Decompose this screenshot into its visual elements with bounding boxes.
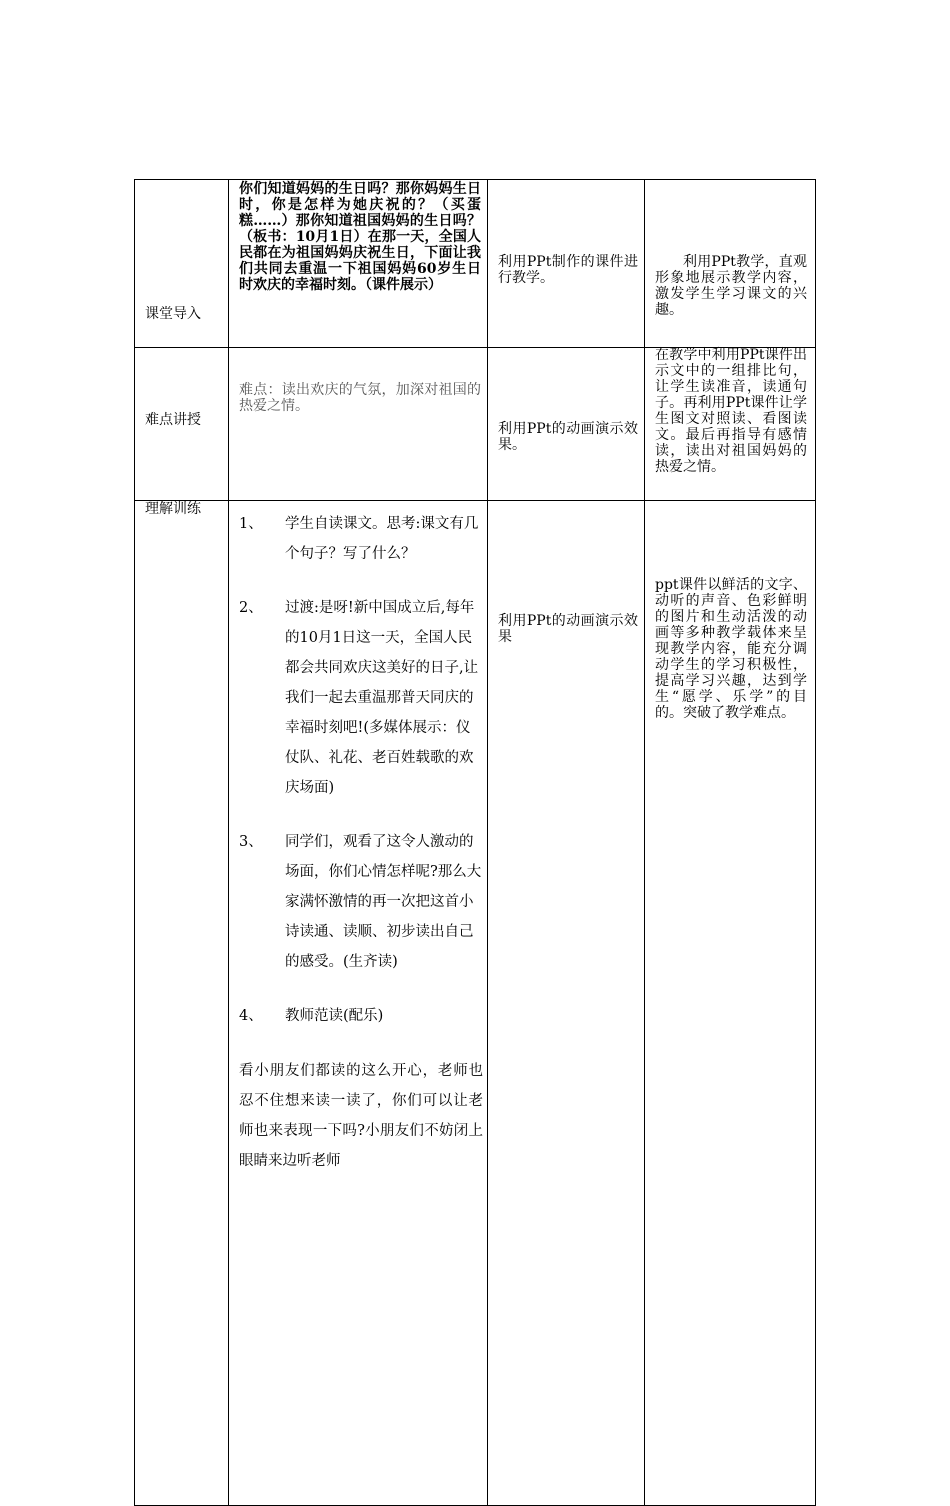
list-item-text: 学生自读课文。思考:课文有几个句子？写了什么？ (285, 516, 479, 562)
list-item (239, 509, 483, 569)
list-item-text: 教师范读(配乐) (285, 1008, 384, 1024)
list-item (239, 827, 483, 977)
row-purpose: ppt课件以鲜活的文字、动听的声音、色彩鲜明的图片和生动活泼的动画等多种教学载体来呈现教学内容，能充分调动学生的学习积极性，提高学习兴趣，达到学生“愿学、乐学”的目的。突破了教学难点。 (655, 577, 807, 721)
row-content-list (239, 509, 483, 1176)
list-item (239, 593, 483, 803)
list-item-text: 过渡:是呀!新中国成立后,每年的10月1日这一天，全国人民都会共同欢庆这美好的日子,让我们一起去重温那普天同庆的幸福时刻吧!(多媒体展示：仪仗队、礼花、老百姓载歌的欢庆场面) (285, 600, 479, 796)
row-method: 利用PPt制作的课件进行教学。 (498, 254, 638, 286)
list-item-number: 4、 (239, 1008, 263, 1024)
table-border-top (134, 179, 816, 180)
table-column-divider (228, 179, 229, 1506)
row-purpose: 在教学中利用PPt课件出示文中的一组排比句，让学生读准音，读通句子。再利用PPt课件让学生图文对照读、看图读文。最后再指导有感情读，读出对祖国妈妈的热爱之情。 (655, 347, 807, 475)
list-item-number: 2、 (239, 600, 263, 616)
row-content: 难点：读出欢庆的气氛，加深对祖国的热爱之情。 (239, 382, 481, 414)
row-label: 课堂导入 (145, 306, 201, 322)
list-item-text: 同学们，观看了这令人激动的场面，你们心情怎样呢?那么大家满怀激情的再一次把这首小诗读通、读顺、初步读出自己的感受。(生齐读) (285, 834, 482, 970)
row-method: 利用PPt的动画演示效果。 (498, 421, 638, 453)
table-row-divider (134, 500, 816, 501)
lesson-plan-table (134, 179, 816, 1506)
list-item (239, 1001, 483, 1031)
table-column-divider (487, 179, 488, 1506)
paragraph-text: 看小朋友们都读的这么开心，老师也忍不住想来读一读了，你们可以让老师也来表现一下吗?小朋友们不妨闭上眼睛来边听老师 (239, 1063, 483, 1169)
row-method: 利用PPt的动画演示效果 (498, 613, 638, 645)
row-label: 理解训练 (145, 501, 201, 517)
table-border-right (815, 179, 816, 1506)
table-border-left (134, 179, 135, 1506)
row-purpose: 利用PPt教学，直观形象地展示教学内容，激发学生学习课文的兴趣。 (655, 254, 807, 318)
row-label: 难点讲授 (145, 412, 201, 428)
row-content: 你们知道妈妈的生日吗？那你妈妈生日时，你是怎样为她庆祝的？（买蛋糕……）那你知道祖国妈妈的生日吗？（板书：10月1日）在那一天，全国人民都在为祖国妈妈庆祝生日，下面让我们共同去重温一下祖国妈妈60岁生日时欢庆的幸福时刻。（课件展示） (239, 181, 481, 293)
list-item-number: 3、 (239, 834, 263, 850)
list-item-number: 1、 (239, 516, 263, 532)
table-column-divider (644, 179, 645, 1506)
